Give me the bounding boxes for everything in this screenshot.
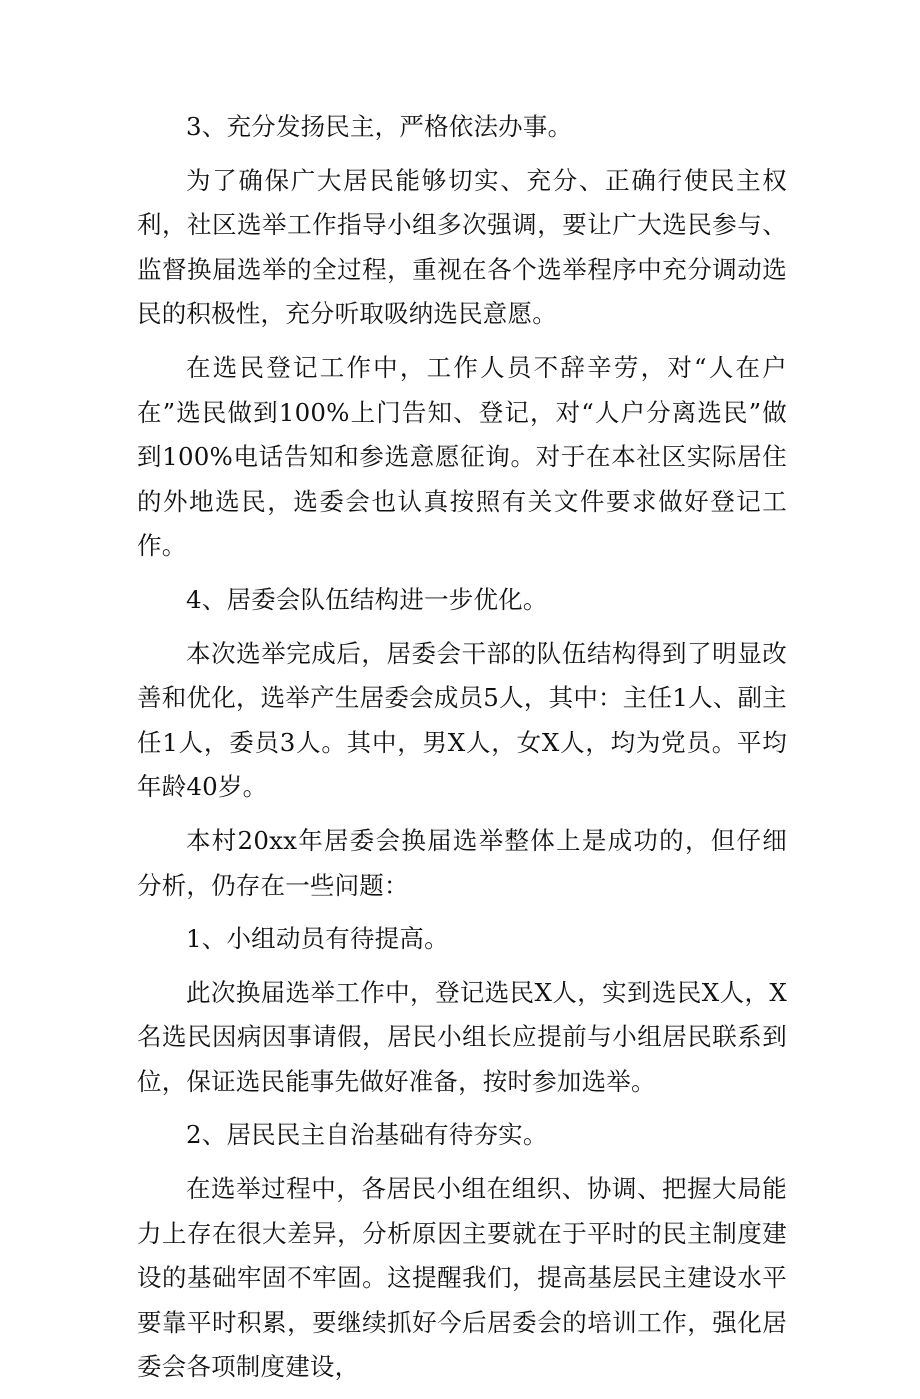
paragraph-democracy-rights: 为了确保广大居民能够切实、充分、正确行使民主权利，社区选举工作指导小组多次强调，要让广大选民参与、监督换届选举的全过程，重视在各个选举程序中充分调动选民的积极性，充分听取吸纳选民意愿。 — [137, 165, 787, 329]
problem-heading-1: 1、小组动员有待提高。 — [186, 924, 449, 954]
paragraph-autonomy-foundation: 在选举过程中，各居民小组在组织、协调、把握大局能力上存在很大差异，分析原因主要就在于平时的民主制度建设的基础牢固不牢固。这提醒我们，提高基层民主建设水平要靠平时积累，要继续抓好今后居委会的培训工作，强化居委会各项制度建设， — [137, 1174, 787, 1382]
paragraph-committee-structure: 本次选举完成后，居委会干部的队伍结构得到了明显改善和优化，选举产生居委会成员5人，其中：主任1人、副主任1人，委员3人。其中，男X人，女X人，均为党员。平均年龄40岁。 — [137, 638, 787, 802]
paragraph-voter-registration: 在选民登记工作中，工作人员不辞辛劳，对“人在户在”选民做到100%上门告知、登记，对“人户分离选民”做到100%电话告知和参选意愿征询。对于在本社区实际居住的外地选民，选委会也认真按照有关文件要求做好登记工作。 — [137, 352, 787, 561]
paragraph-group-mobilization: 此次换届选举工作中，登记选民X人，实到选民X人，X名选民因病因事请假，居民小组长应提前与小组居民联系到位，保证选民能事先做好准备，按时参加选举。 — [137, 977, 787, 1096]
problem-heading-2: 2、居民民主自治基础有待夯实。 — [186, 1120, 548, 1150]
document-body — [137, 105, 787, 1399]
paragraph-election-summary: 本村20xx年居委会换届选举整体上是成功的，但仔细分析，仍存在一些问题： — [137, 825, 787, 900]
section-heading-4: 4、居委会队伍结构进一步优化。 — [186, 584, 548, 614]
section-heading-3: 3、充分发扬民主，严格依法办事。 — [186, 112, 573, 141]
